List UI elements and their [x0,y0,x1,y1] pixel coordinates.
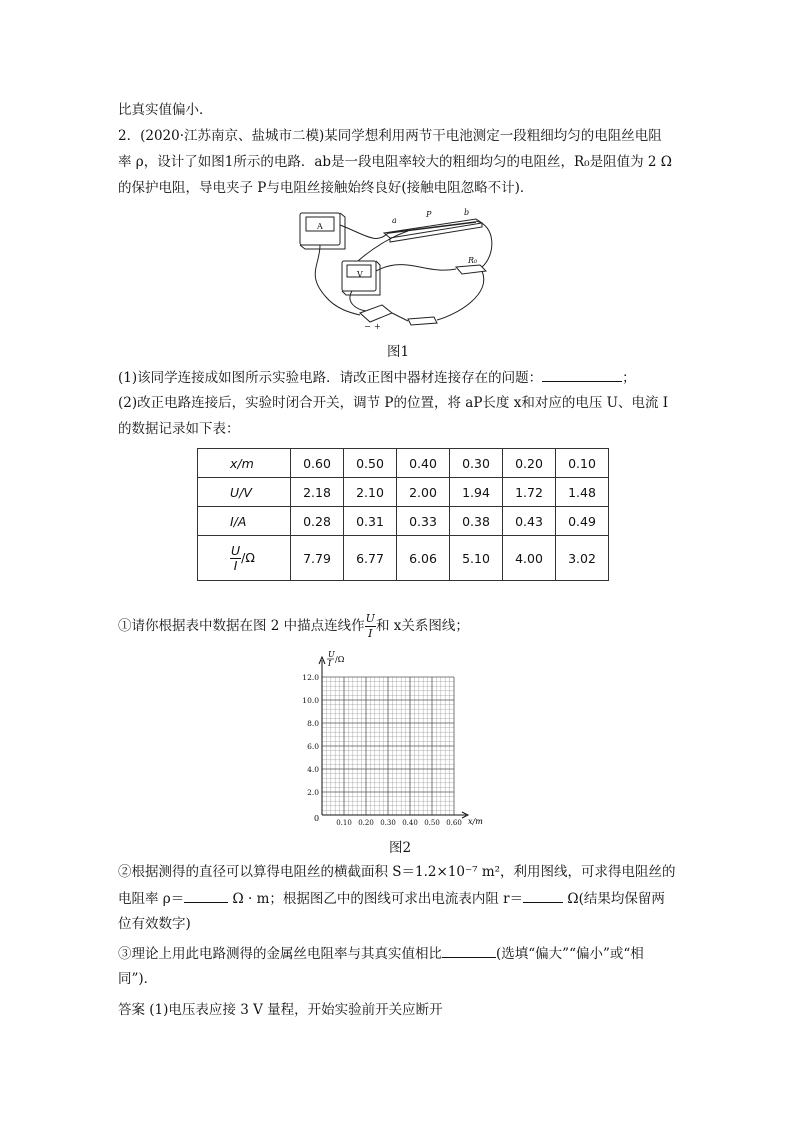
question-2-text: (2)改正电路连接后，实验时闭合开关，调节 P的位置，将 aP长度 x和对应的电压 U、电流 I [118,395,669,411]
y-tick-label: 2.0 [307,788,319,797]
answer-text: 答案 (1)电压表应接 3 V 量程，开始实验前开关应断开 [118,1002,443,1018]
x-tick-label: 0.20 [358,819,374,827]
sub-question-1: ①请你根据表中数据在图 2 中描点连线作 $\frac{U}{I}$ 和 x关系图线； [118,612,469,640]
question-2-intro-cont: 率 ρ，设计了如图1所示的电路．ab是一段电阻率较大的粗细均匀的电阻丝，R₀是阻值为 2 Ω [118,154,672,170]
table-cell: 4.00 [503,536,556,581]
sub-question-3-end: 同”)． [118,971,158,987]
x-axis-label: x/m [468,817,483,826]
table-cell: 0.38 [450,507,503,536]
table-cell: 0.28 [291,507,344,536]
table-cell: 0.10 [556,449,609,478]
sub-question-2-end: 位有效数字) [118,916,191,932]
table-cell: 0.60 [291,449,344,478]
sub-question-2-cont: 电阻率 ρ＝ Ω · m；根据图乙中的图线可求出电流表内阻 r＝ Ω(结果均保留两 [118,888,665,909]
sub-question-2: ②根据测得的直径可以算得电阻丝的横截面积 S＝1.2×10⁻⁷ m²，利用图线，可求得电阻丝的 [118,864,676,880]
y-label-unit: /Ω [335,655,345,664]
table-cell: 3.02 [556,536,609,581]
y-tick-label: 8.0 [307,719,319,728]
y-tick-label: 12.0 [302,673,319,682]
table-cell: 0.49 [556,507,609,536]
row-header: I/A [198,507,291,536]
answer-blank-1 [542,367,622,382]
protective-resistor [456,265,486,274]
x-tick-label: 0.50 [424,819,440,827]
data-table [197,448,609,581]
battery-plus: + [374,322,381,331]
y-tick-label: 10.0 [302,696,319,705]
table-row [198,507,609,536]
answer-blank-r [523,888,563,903]
label-b: b [464,208,470,217]
table-cell: 0.31 [344,507,397,536]
text-line: 比真实值偏小． [118,102,213,118]
row-header-ratio: $\frac{U}{I}$ /Ω [198,536,291,581]
battery [360,305,392,322]
table-cell: 6.77 [344,536,397,581]
x-tick-label: 0.30 [380,819,396,827]
label-r0: R₀ [468,256,478,265]
voltmeter-label: V [357,270,363,279]
sub-question-3: ③理论上用此电路测得的金属丝电阻率与其真实值相比 (选填“偏大”“偏小”或“相 [118,943,644,964]
table-cell: 5.10 [450,536,503,581]
figure-1-caption: 图1 [386,344,410,360]
table-cell: 2.10 [344,478,397,507]
y-tick-label: 4.0 [307,765,319,774]
origin-label: 0 [314,814,320,823]
question-2-intro: 2．(2020·江苏南京、盐城市二模)某同学想利用两节干电池测定一段粗细均匀的电阻丝电阻 [118,128,662,144]
y-tick-label: 6.0 [307,742,319,751]
label-a: a [392,216,397,225]
row-header: U/V [198,478,291,507]
table-cell: 6.06 [397,536,450,581]
label-p: P [426,210,432,219]
figure-2-caption: 图2 [388,840,412,856]
row-header: x/m [198,449,291,478]
table-cell: 1.72 [503,478,556,507]
question-2-intro-end: 的保护电阻，导电夹子 P与电阻丝接触始终良好(接触电阻忽略不计)． [118,180,534,196]
answer-blank-3 [442,943,496,958]
table-cell: 1.94 [450,478,503,507]
grid-chart [300,648,500,830]
table-cell: 7.79 [291,536,344,581]
table-cell: 0.40 [397,449,450,478]
y-label-num: U [328,650,335,659]
table-cell: 2.00 [397,478,450,507]
question-1: (1)该同学连接成如图所示实验电路．请改正图中器材连接存在的问题： ； [118,367,636,388]
table-row [198,536,609,581]
table-cell: 0.50 [344,449,397,478]
table-cell: 0.33 [397,507,450,536]
table-row [198,449,609,478]
table-cell: 1.48 [556,478,609,507]
x-tick-label: 0.10 [336,819,352,827]
y-label-den: I [328,659,332,668]
battery-minus: − [364,322,371,331]
table-cell: 0.30 [450,449,503,478]
ammeter-label: A [317,222,323,231]
answer-blank-rho [184,888,228,903]
table-row [198,478,609,507]
question-2-text-cont: 的数据记录如下表： [118,421,240,437]
x-tick-label: 0.40 [402,819,418,827]
table-cell: 0.20 [503,449,556,478]
table-cell: 2.18 [291,478,344,507]
x-tick-label: 0.60 [446,819,462,827]
switch [408,317,437,325]
circuit-figure [296,205,498,335]
table-cell: 0.43 [503,507,556,536]
